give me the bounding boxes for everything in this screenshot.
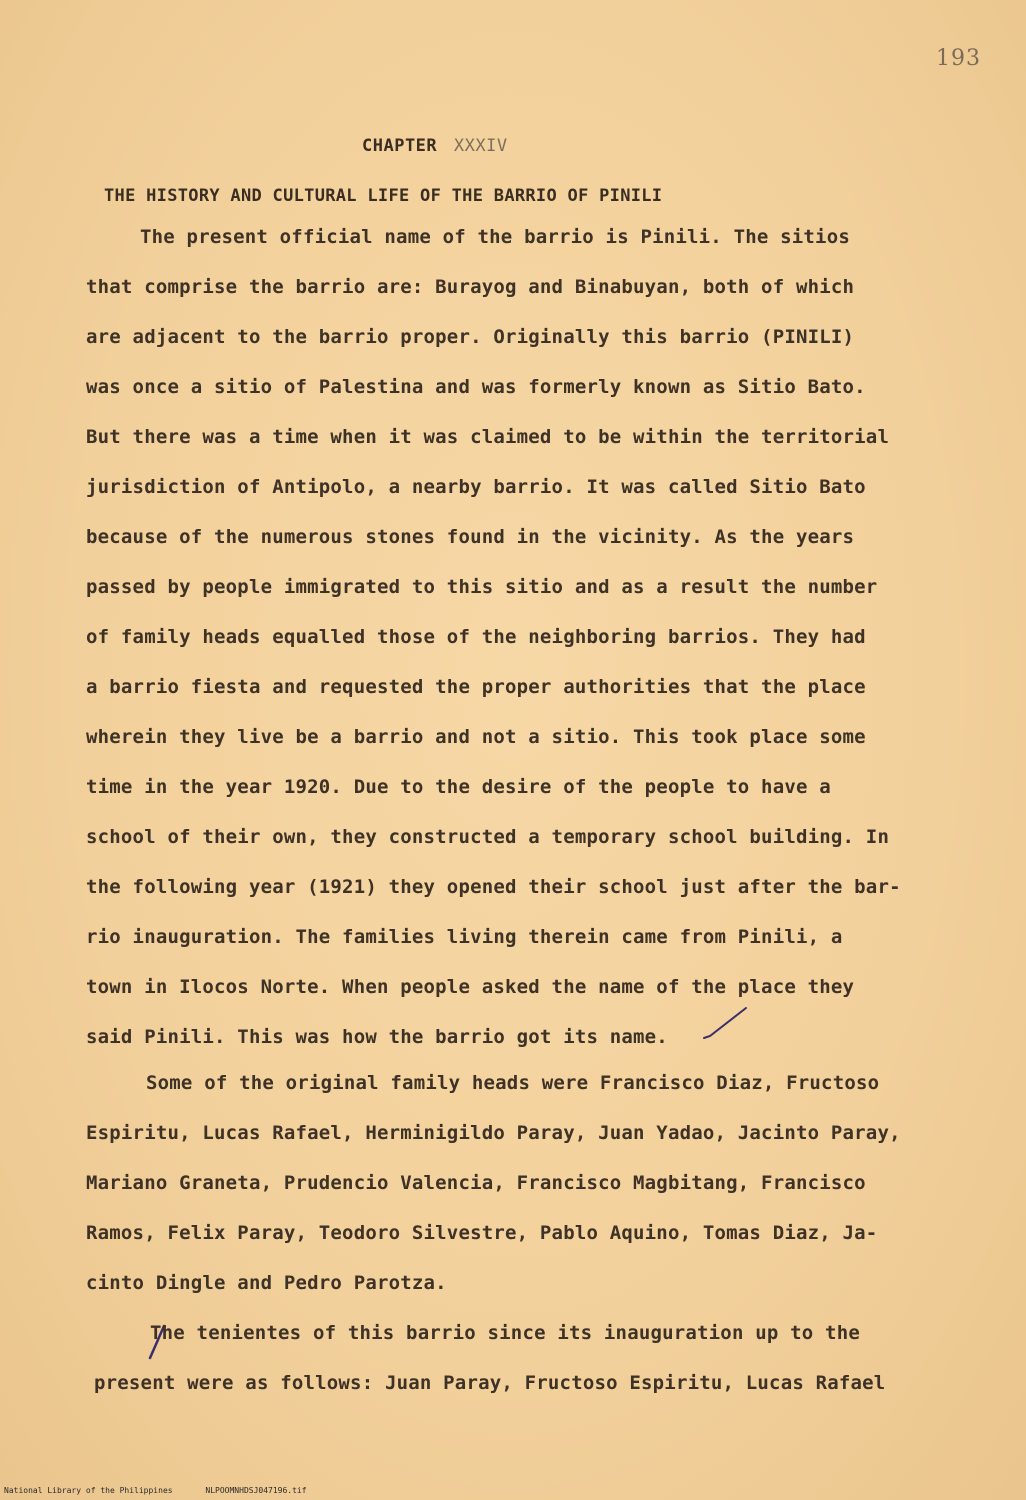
document-title: THE HISTORY AND CULTURAL LIFE OF THE BARRIO OF PINILI	[104, 186, 663, 206]
chapter-heading	[362, 136, 508, 156]
text-line: because of the numerous stones found in the vicinity. As the years	[86, 526, 855, 548]
text-line: rio inauguration. The families living therein came from Pinili, a	[86, 926, 843, 948]
chapter-label: CHAPTER	[362, 136, 438, 156]
text-line: was once a sitio of Palestina and was formerly known as Sitio Bato.	[86, 376, 866, 398]
text-line: the following year (1921) they opened their school just after the bar-	[86, 876, 901, 898]
file-name: NLPOOMNHDSJ047196.tif	[205, 1486, 307, 1495]
text-line: that comprise the barrio are: Burayog and Binabuyan, both of which	[86, 276, 855, 298]
scan-footer	[4, 1486, 335, 1495]
text-line: said Pinili. This was how the barrio got its name.	[86, 1026, 668, 1048]
text-line: of family heads equalled those of the neighboring barrios. They had	[86, 626, 866, 648]
text-line: Mariano Graneta, Prudencio Valencia, Francisco Magbitang, Francisco	[86, 1172, 866, 1194]
text-line: are adjacent to the barrio proper. Originally this barrio (PINILI)	[86, 326, 855, 348]
text-line: The tenientes of this barrio since its inauguration up to the	[150, 1322, 860, 1344]
text-line: jurisdiction of Antipolo, a nearby barrio. It was called Sitio Bato	[86, 476, 866, 498]
checkmark-icon	[702, 1006, 750, 1046]
page-number: 193	[936, 46, 981, 71]
text-line: Some of the original family heads were Francisco Diaz, Fructoso	[146, 1072, 880, 1094]
text-line: wherein they live be a barrio and not a sitio. This took place some	[86, 726, 866, 748]
text-line: passed by people immigrated to this sitio and as a result the number	[86, 576, 878, 598]
text-line: Ramos, Felix Paray, Teodoro Silvestre, Pablo Aquino, Tomas Diaz, Ja-	[86, 1222, 878, 1244]
text-line: a barrio fiesta and requested the proper authorities that the place	[86, 676, 866, 698]
text-line: Espiritu, Lucas Rafael, Herminigildo Paray, Juan Yadao, Jacinto Paray,	[86, 1122, 901, 1144]
chapter-number: XXXIV	[453, 136, 508, 156]
text-line: time in the year 1920. Due to the desire of the people to have a	[86, 776, 831, 798]
text-line: school of their own, they constructed a temporary school building. In	[86, 826, 890, 848]
text-line: town in Ilocos Norte. When people asked the name of the place they	[86, 976, 855, 998]
text-line: present were as follows: Juan Paray, Fructoso Espiritu, Lucas Rafael	[94, 1372, 886, 1394]
text-line: cinto Dingle and Pedro Parotza.	[86, 1272, 447, 1294]
text-line: The present official name of the barrio is Pinili. The sitios	[140, 226, 850, 248]
library-name: National Library of the Philippines	[4, 1486, 173, 1495]
text-line: But there was a time when it was claimed to be within the territorial	[86, 426, 890, 448]
